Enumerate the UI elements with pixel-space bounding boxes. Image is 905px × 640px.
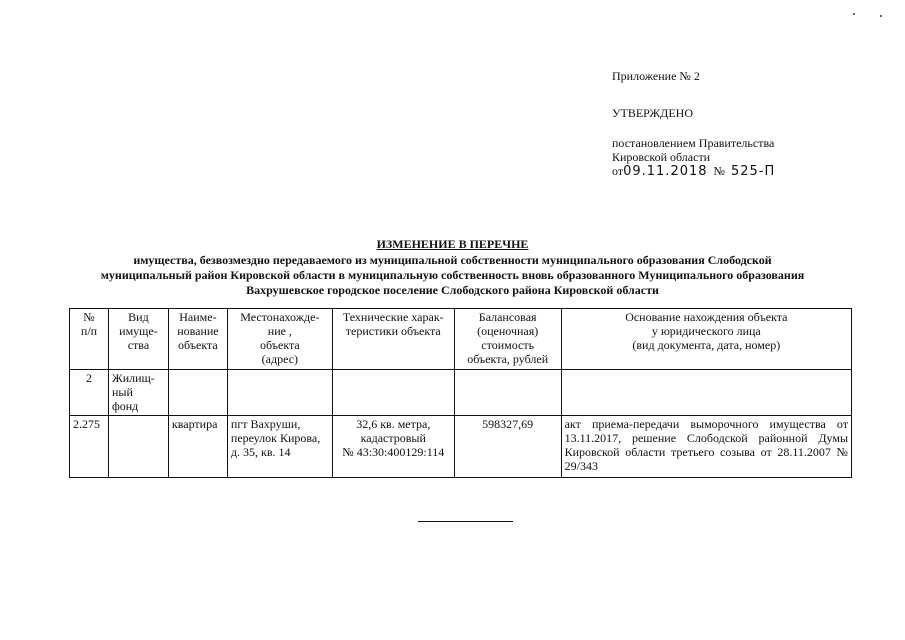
empty-cell xyxy=(227,370,332,416)
section-num: 2 xyxy=(70,370,109,416)
header-type: Вид имуще- ства xyxy=(108,309,168,370)
handwritten-date: 09.11.2018 xyxy=(623,164,708,179)
header-num: № п/п xyxy=(70,309,109,370)
empty-cell xyxy=(454,370,561,416)
section-type: Жилищ- ный фонд xyxy=(108,370,168,416)
date-prefix: от xyxy=(612,164,624,178)
title-line-4: Вахрушевское городское поселение Слободского района Кировской области xyxy=(246,283,659,297)
section-row xyxy=(70,370,852,416)
handwritten-number: 525-П xyxy=(730,164,776,179)
header-name: Наиме- нование объекта xyxy=(168,309,227,370)
title-line-2: имущества, безвозмездно передаваемого из муниципальной собственности муниципального образования Слободской xyxy=(133,253,772,267)
document-title: ИЗМЕНЕНИЕ В ПЕРЕЧНЕ xyxy=(376,237,529,251)
row-location: пгт Вахруши, переулок Кирова, д. 35, кв. 14 xyxy=(227,416,332,478)
property-table xyxy=(69,308,852,478)
empty-cell xyxy=(168,370,227,416)
decree-date-line xyxy=(612,164,775,179)
row-name: квартира xyxy=(168,416,227,478)
row-type xyxy=(108,416,168,478)
appendix-label: Приложение № 2 xyxy=(612,69,700,83)
empty-cell xyxy=(332,370,454,416)
approved-label: УТВЕРЖДЕНО xyxy=(612,106,694,120)
row-num: 2.275 xyxy=(70,416,109,478)
title-line-3: муниципальный район Кировской области в муниципальную собственность вновь образованного Муниципального образования xyxy=(100,268,805,282)
scan-speck xyxy=(853,13,855,15)
row-basis: акт приема-передачи выморочного имущества от 13.11.2017, решение Слободской районной Думы Кировской области третьего созыва от 28.11.2007 № 29/343 xyxy=(561,416,851,478)
scan-speck xyxy=(880,15,882,17)
header-specs: Технические харак- теристики объекта xyxy=(332,309,454,370)
empty-cell xyxy=(561,370,851,416)
closing-rule xyxy=(418,521,513,522)
table-row xyxy=(70,416,852,478)
header-value: Балансовая (оценочная) стоимость объекта, рублей xyxy=(454,309,561,370)
table-header-row xyxy=(70,309,852,370)
row-value: 598327,69 xyxy=(454,416,561,478)
header-basis: Основание нахождения объекта у юридического лица (вид документа, дата, номер) xyxy=(561,309,851,370)
row-specs: 32,6 кв. метра, кадастровый № 43:30:400129:114 xyxy=(332,416,454,478)
decree-line-1: постановлением Правительства xyxy=(612,136,775,150)
number-prefix: № xyxy=(713,164,725,178)
decree-line-2: Кировской области xyxy=(612,150,711,164)
header-location: Местонахожде- ние , объекта (адрес) xyxy=(227,309,332,370)
